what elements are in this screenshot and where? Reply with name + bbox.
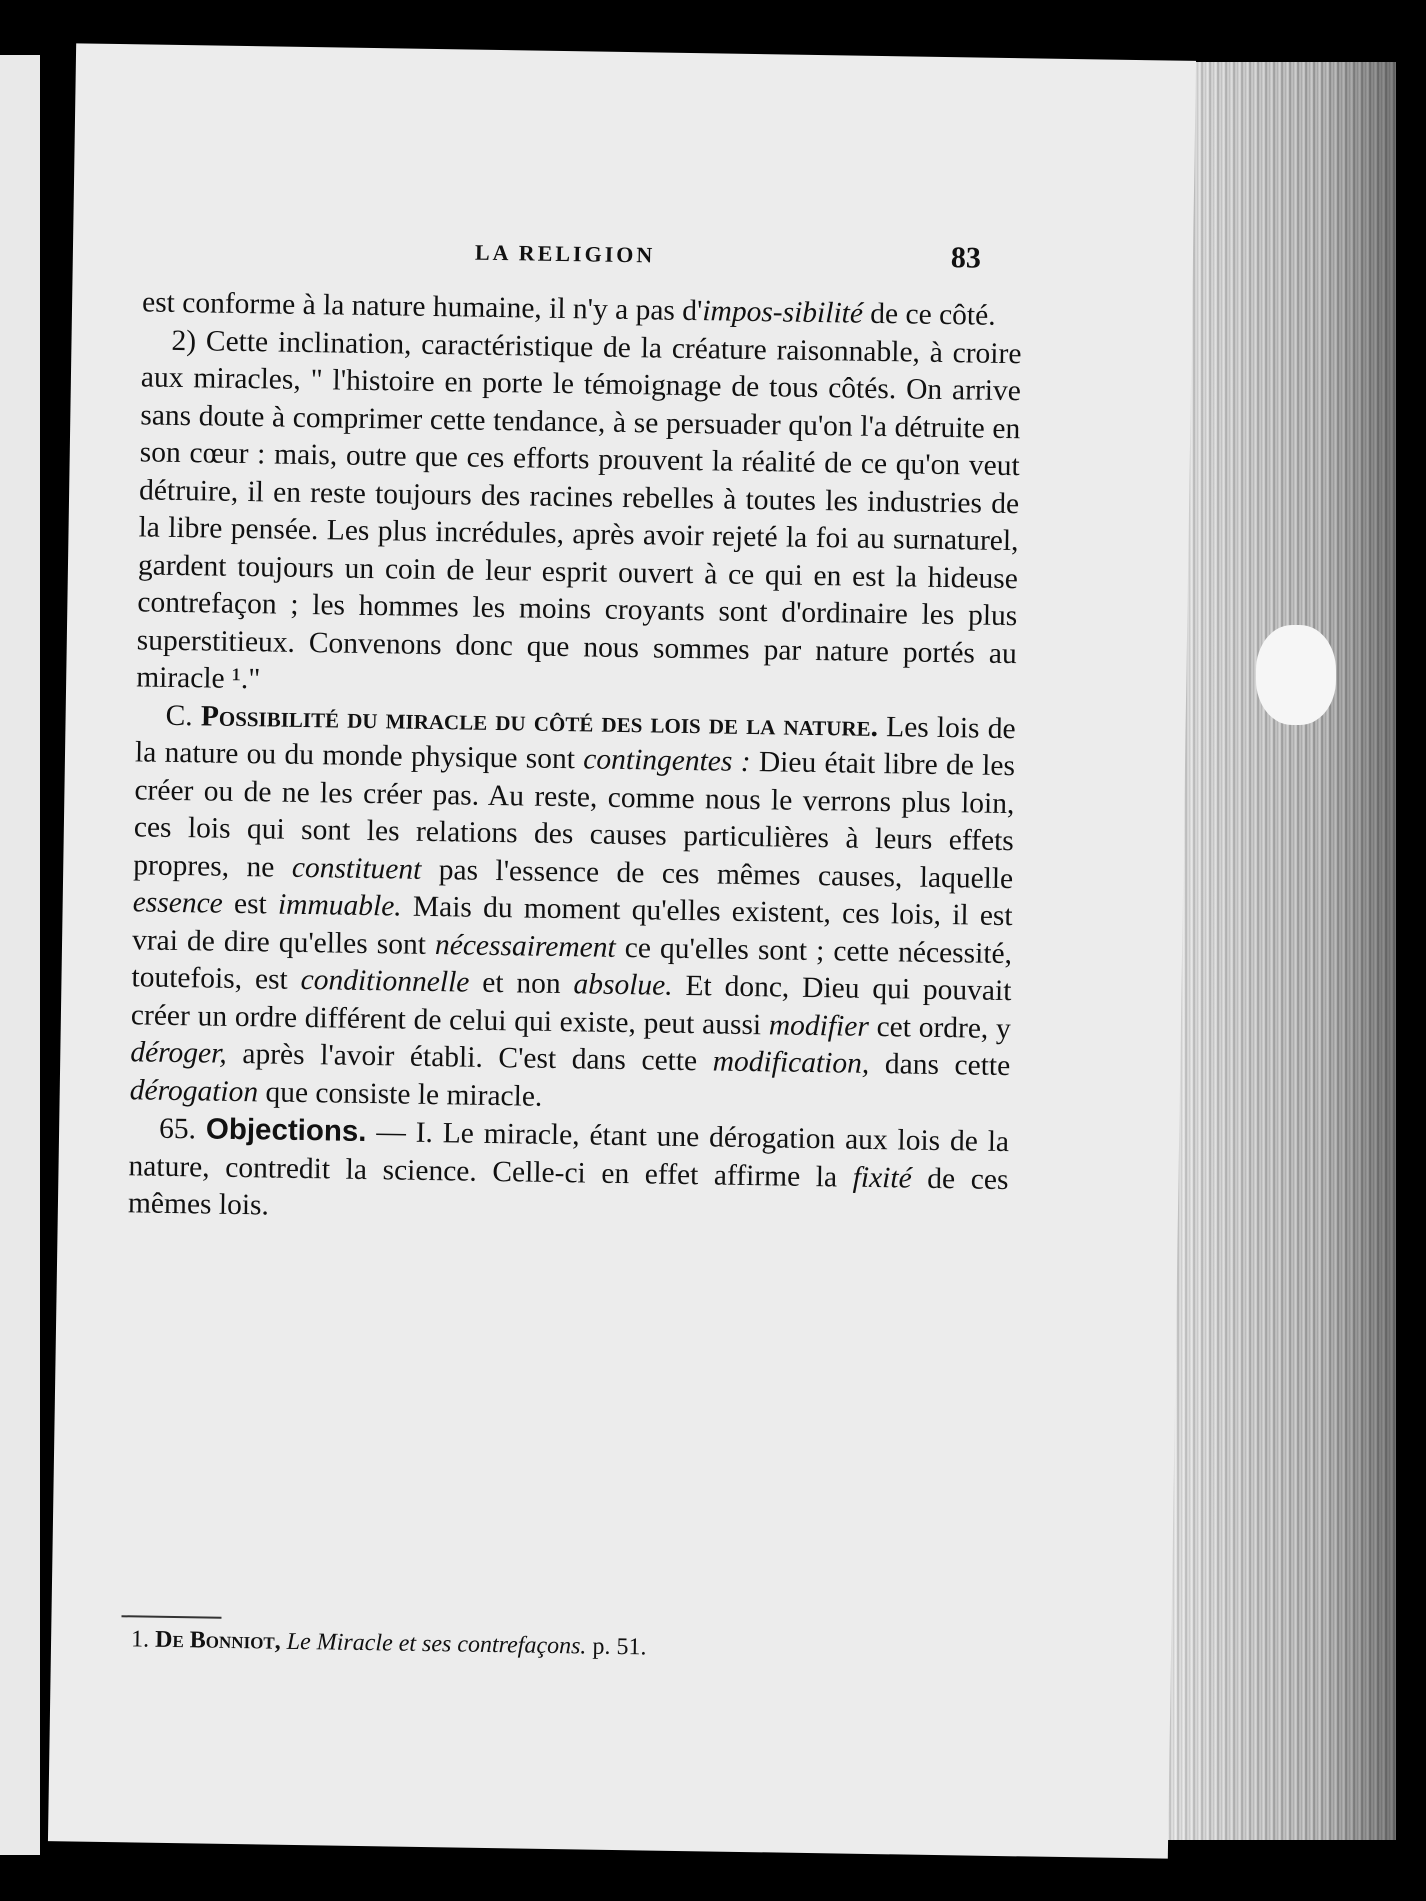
book-page [48, 43, 1196, 1858]
footnote-author: De Bonniot, [154, 1626, 281, 1655]
paragraph-inclination: 2) Cette inclination, caractéristique de la créature raisonnable, à croire aux miracles, " l'histoire en porte le témoignage de tous côtés. On arrive sans doute à comprimer cette tendance, à se persuader qu'on l'a détruite en son cœur : mais, outre que ces efforts prouvent la réalité de ce qu'on veut détruire, il en reste toujours des racines rebelles à toutes les industries de la libre pensée. Les plus incrédules, après avoir rejeté la foi au surnaturel, gardent toujours un coin de leur esprit ouvert à ce qui en est la hideuse contrefaçon ; les hommes les moins croyants sont d'ordinaire les plus superstitieux. Convenons donc que nous sommes par nature portés au miracle ¹." [135, 324, 1022, 696]
footnote-title: Le Miracle et ses contrefaçons. [286, 1628, 587, 1660]
paragraph-objections: 65. Objections. — I. Le miracle, étant une dérogation aux lois de la nature, contredit la science. Celle-ci en effet affirme la fixité de ces mêmes lois. [127, 1112, 1010, 1222]
footnote [131, 1626, 931, 1666]
footnote-page: p. 51. [592, 1633, 647, 1661]
paragraph-continuation: est conforme à la nature humaine, il n'y a pas d'impos-sibilité de ce côté. [141, 286, 996, 332]
section-number: 65. [158, 1112, 197, 1146]
paragraph-possibilite: C. Possibilité du miracle du côté des lois de la nature. Les lois de la nature ou du monde physique sont contingentes : Dieu était libre de les créer ou de ne les créer pas. Au reste, comme nous le verrons plus loin, ces lois qui sont les relations des causes particulières à leurs effets propres, ne constituent pas l'essence de ces mêmes causes, laquelle essence est immuable. Mais du moment qu'elles existent, ces lois, il est vrai de dire qu'elles sont nécessairement ce qu'elles sont ; cette nécessité, toutefois, est conditionnelle et non absolue. Et donc, Dieu qui pouvait créer un ordre différent de celui qui existe, peut aussi modifier cet ordre, y déroger, après l'avoir établi. C'est dans cette modification, dans cette dérogation que consiste le miracle. [129, 699, 1016, 1113]
page-header [73, 221, 1194, 289]
running-title: LA RELIGION [474, 239, 656, 268]
section-label: C. [165, 699, 193, 732]
body-text [128, 284, 1023, 1236]
section-heading: Possibilité du miracle du côté des lois de la nature. [200, 699, 879, 743]
adjacent-page-edge [0, 55, 40, 1855]
paper-stain [1256, 625, 1336, 725]
page-number: 83 [950, 241, 982, 275]
objections-heading: Objections. [205, 1112, 367, 1149]
footnote-rule [121, 1615, 221, 1619]
footnote-number: 1. [130, 1626, 150, 1653]
